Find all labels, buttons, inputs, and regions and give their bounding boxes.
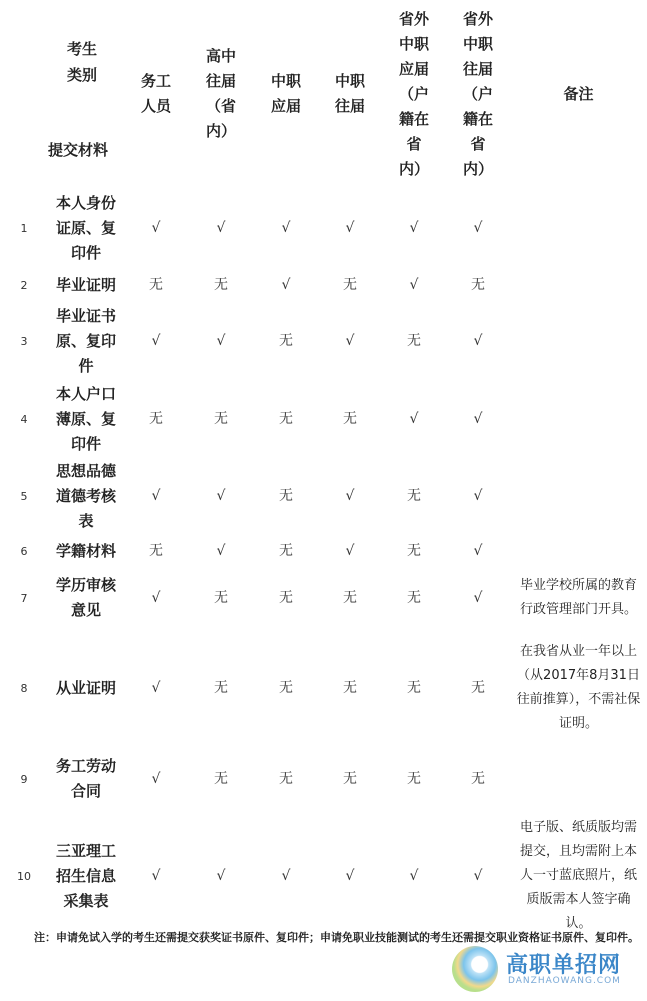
check-mark: √ — [216, 332, 226, 349]
check-mark: √ — [281, 276, 291, 293]
table-row — [0, 810, 647, 942]
col-header-migrant-workers: 务工人员 — [140, 72, 171, 115]
remark-cell: 在我省从业一年以上（从2017年8月31日往前推算），不需社保证明。 — [516, 644, 641, 731]
none-mark: 无 — [343, 276, 357, 293]
table-row — [0, 268, 647, 302]
logo-title: 高职单招网 — [506, 953, 622, 978]
check-mark: √ — [216, 867, 226, 884]
col-header-vocational-current: 中职应届 — [270, 72, 301, 115]
check-mark: √ — [151, 867, 161, 884]
none-mark: 无 — [343, 679, 357, 696]
remark-cell — [510, 458, 647, 534]
row-number: 8 — [20, 681, 28, 695]
none-mark: 无 — [343, 770, 357, 787]
check-mark: √ — [409, 410, 419, 427]
row-number: 7 — [20, 591, 28, 605]
material-name: 毕业证书原、复印件 — [55, 306, 116, 375]
col-header-vocational-past: 中职往届 — [334, 72, 365, 115]
check-mark: √ — [216, 487, 226, 504]
none-mark: 无 — [407, 487, 421, 504]
none-mark: 无 — [149, 542, 163, 559]
material-name: 本人身份证原、复印件 — [55, 193, 116, 262]
none-mark: 无 — [279, 679, 293, 696]
col-header-outprovince-past: 省外中职往届（户籍在省内） — [462, 9, 493, 178]
none-mark: 无 — [279, 332, 293, 349]
check-mark: √ — [345, 332, 355, 349]
material-name: 本人户口薄原、复印件 — [55, 384, 116, 453]
none-mark: 无 — [149, 276, 163, 293]
remark-cell — [510, 302, 647, 380]
table-row — [0, 748, 647, 810]
none-mark: 无 — [214, 770, 228, 787]
materials-label: 提交材料 — [48, 141, 109, 159]
none-mark: 无 — [214, 410, 228, 427]
check-mark: √ — [345, 487, 355, 504]
check-mark: √ — [473, 589, 483, 606]
none-mark: 无 — [279, 542, 293, 559]
none-mark: 无 — [407, 679, 421, 696]
check-mark: √ — [345, 867, 355, 884]
col-header-highschool-past: 高中往届（省内） — [205, 47, 236, 140]
check-mark: √ — [345, 219, 355, 236]
row-number: 3 — [20, 334, 28, 348]
check-mark: √ — [473, 542, 483, 559]
remark-cell: 电子版、纸质版均需提交，且均需附上本人一寸蓝底照片，纸质版需本人签字确认。 — [519, 820, 637, 931]
check-mark: √ — [151, 487, 161, 504]
check-mark: √ — [473, 332, 483, 349]
check-mark: √ — [216, 542, 226, 559]
check-mark: √ — [151, 332, 161, 349]
none-mark: 无 — [279, 770, 293, 787]
row-number: 9 — [20, 772, 28, 786]
check-mark: √ — [151, 589, 161, 606]
category-label: 考生类别 — [66, 40, 97, 84]
table-row — [0, 628, 647, 748]
table-row — [0, 534, 647, 568]
col-header-remark: 备注 — [563, 84, 594, 103]
none-mark: 无 — [471, 679, 485, 696]
material-name: 从业证明 — [55, 678, 116, 697]
none-mark: 无 — [279, 589, 293, 606]
remark-cell — [510, 748, 647, 810]
row-number: 1 — [20, 221, 28, 235]
logo-subtitle: DANZHAOWANG.COM — [508, 976, 621, 986]
check-mark: √ — [409, 276, 419, 293]
none-mark: 无 — [279, 487, 293, 504]
none-mark: 无 — [214, 589, 228, 606]
material-name: 思想品德道德考核表 — [55, 461, 116, 530]
none-mark: 无 — [343, 410, 357, 427]
none-mark: 无 — [149, 410, 163, 427]
material-name: 学籍材料 — [55, 541, 116, 560]
remark-cell — [510, 380, 647, 458]
row-number: 2 — [20, 278, 28, 292]
header-row — [0, 0, 647, 188]
watermark-logo — [452, 944, 642, 994]
remark-cell — [510, 534, 647, 568]
none-mark: 无 — [407, 542, 421, 559]
none-mark: 无 — [343, 589, 357, 606]
check-mark: √ — [409, 867, 419, 884]
check-mark: √ — [473, 219, 483, 236]
none-mark: 无 — [471, 276, 485, 293]
none-mark: 无 — [407, 589, 421, 606]
none-mark: 无 — [214, 276, 228, 293]
check-mark: √ — [473, 487, 483, 504]
table-row — [0, 458, 647, 534]
check-mark: √ — [151, 219, 161, 236]
none-mark: 无 — [407, 332, 421, 349]
check-mark: √ — [281, 867, 291, 884]
material-name: 三亚理工招生信息采集表 — [55, 841, 116, 910]
row-number: 5 — [20, 489, 28, 503]
corner-cell — [0, 0, 124, 188]
check-mark: √ — [151, 679, 161, 696]
remark-cell — [510, 268, 647, 302]
table-row — [0, 568, 647, 628]
check-mark: √ — [151, 770, 161, 787]
none-mark: 无 — [471, 770, 485, 787]
row-number: 4 — [20, 412, 28, 426]
remark-cell: 毕业学校所属的教育行政管理部门开具。 — [519, 578, 637, 617]
none-mark: 无 — [407, 770, 421, 787]
row-number: 10 — [17, 869, 31, 883]
check-mark: √ — [473, 867, 483, 884]
check-mark: √ — [409, 219, 419, 236]
table-row — [0, 302, 647, 380]
check-mark: √ — [345, 542, 355, 559]
remark-cell — [510, 188, 647, 268]
row-number: 6 — [20, 544, 28, 558]
none-mark: 无 — [214, 679, 228, 696]
check-mark: √ — [216, 219, 226, 236]
check-mark: √ — [281, 219, 291, 236]
footnote: 注：申请免试入学的考生还需提交获奖证书原件、复印件；申请免职业技能测试的考生还需提交职业资格证书原件、复印件。 — [34, 931, 639, 944]
col-header-outprovince-current: 省外中职应届（户籍在省内） — [398, 9, 429, 178]
material-name: 学历审核意见 — [55, 576, 116, 619]
table-row — [0, 380, 647, 458]
material-name: 务工劳动合同 — [55, 757, 116, 800]
material-name: 毕业证明 — [55, 275, 116, 294]
none-mark: 无 — [279, 410, 293, 427]
table-row — [0, 188, 647, 268]
check-mark: √ — [473, 410, 483, 427]
logo-icon — [452, 946, 498, 992]
